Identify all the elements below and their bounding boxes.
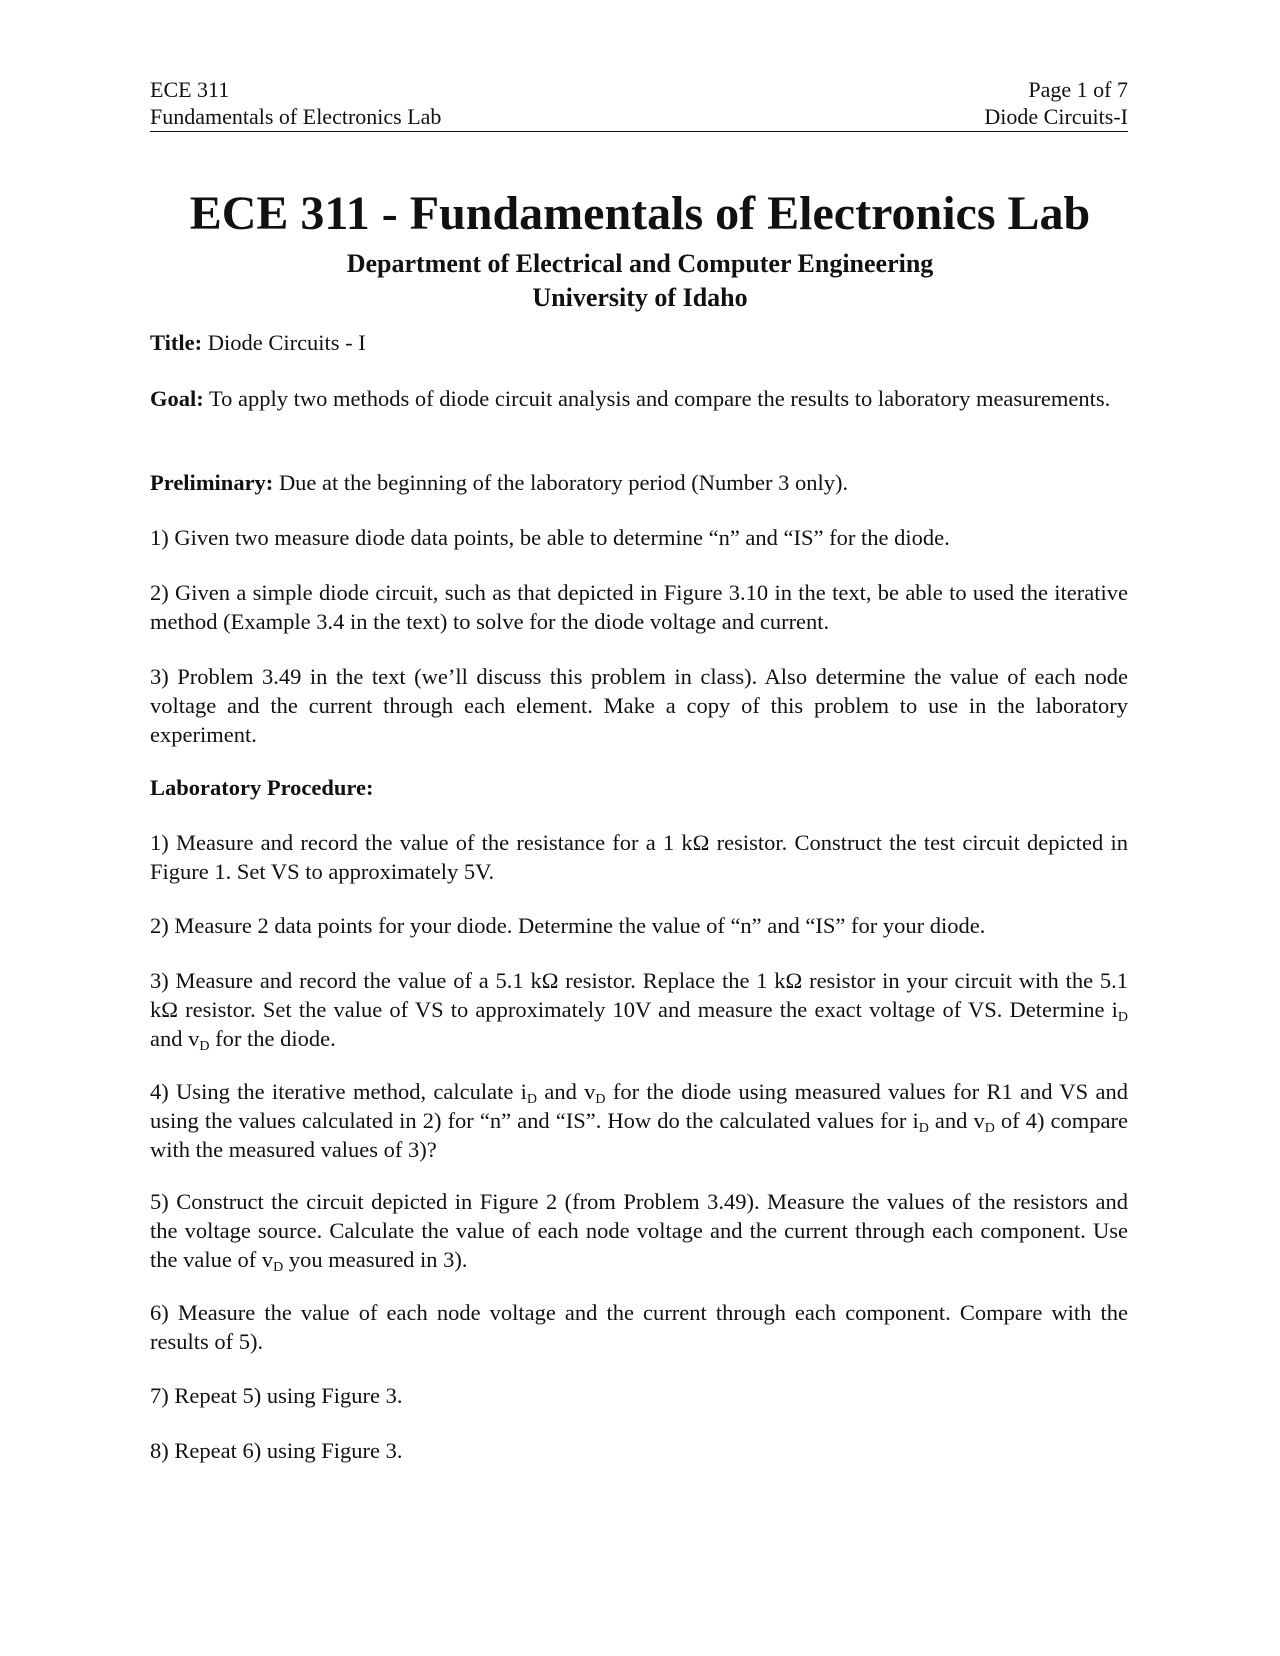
goal-paragraph (150, 384, 1128, 413)
procedure-item-7: 7) Repeat 5) using Figure 3. (150, 1383, 403, 1408)
header-lab-name: Diode Circuits-I (984, 104, 1128, 129)
procedure-item-2: 2) Measure 2 data points for your diode. Determine the value of “n” and “IS” for your diode. (150, 913, 986, 938)
department-name: Department of Electrical and Computer Engineering (346, 249, 934, 278)
procedure-item-5: 5) Construct the circuit depicted in Figure 2 (from Problem 3.49). Measure the values of the resistors and the voltage source. Calculate the value of each node voltage and the current through each component. Use the value of $v_D$ you measured in 3). (150, 1189, 1128, 1275)
title-field (150, 328, 1128, 357)
goal-label: Goal: (150, 386, 204, 411)
title-value: Diode Circuits - I (202, 330, 366, 355)
header-course: ECE 311 (150, 77, 230, 102)
university-name: University of Idaho (532, 283, 748, 312)
procedure-item-8: 8) Repeat 6) using Figure 3. (150, 1438, 403, 1463)
header-page-number: Page 1 of 7 (1028, 77, 1128, 102)
procedure-item-3: 3) Measure and record the value of a 5.1 kΩ resistor. Replace the 1 kΩ resistor in your circuit with the 5.1 kΩ resistor. Set the value of VS to approximately 10V and measure the exact voltage of VS. Determine $i_D$ and $v_D$ for the diode. (150, 968, 1128, 1054)
procedure-item-6: 6) Measure the value of each node voltage and the current through each component. Compare with the results of 5). (150, 1300, 1128, 1354)
header-row-bottom (150, 104, 1128, 132)
preliminary-text: Due at the beginning of the laboratory period (Number 3 only). (273, 470, 849, 495)
document-title: ECE 311 - Fundamentals of Electronics Lab (189, 187, 1091, 240)
preliminary-item-2: 2) Given a simple diode circuit, such as that depicted in Figure 3.10 in the text, be able to used the iterative method (Example 3.4 in the text) to solve for the diode voltage and current. (150, 580, 1128, 634)
preliminary-item-1: 1) Given two measure diode data points, be able to determine “n” and “IS” for the diode. (150, 525, 950, 550)
title-label: Title: (150, 330, 203, 355)
preliminary-item-3: 3) Problem 3.49 in the text (we’ll discuss this problem in class). Also determine the value of each node voltage and the current through each element. Make a copy of this problem to use in the laboratory experiment. (150, 664, 1128, 747)
procedure-item-1: 1) Measure and record the value of the resistance for a 1 kΩ resistor. Construct the test circuit depicted in Figure 1. Set VS to approximately 5V. (150, 830, 1128, 884)
preliminary-paragraph (150, 468, 1128, 497)
header-course-name: Fundamentals of Electronics Lab (150, 104, 442, 129)
procedure-item-4: 4) Using the iterative method, calculate $i_D$ and $v_D$ for the diode using measured values for R1 and VS and using the values calculated in 2) for “n” and “IS”. How do the calculated values for $i_D$ and $v_D$ of 4) compare with the measured values of 3)? (150, 1079, 1128, 1162)
procedure-heading: Laboratory Procedure: (150, 775, 374, 800)
preliminary-label: Preliminary: (150, 470, 274, 495)
goal-text: To apply two methods of diode circuit analysis and compare the results to laboratory measurements. (203, 386, 1111, 411)
header-row-top (150, 76, 1128, 104)
